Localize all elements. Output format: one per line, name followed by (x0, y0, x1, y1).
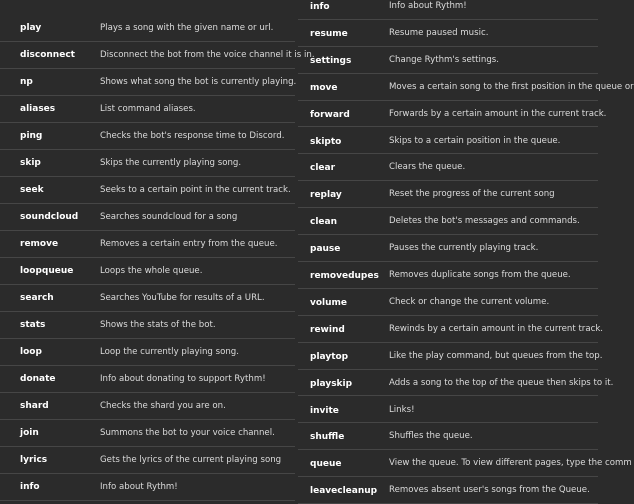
command-description: Checks the shard you are on. (100, 401, 226, 411)
command-description: Shows the stats of the bot. (100, 320, 216, 330)
command-description: Searches soundcloud for a song (100, 212, 238, 222)
command-row-shuffle (298, 423, 598, 450)
command-description: Links! (389, 404, 415, 415)
command-row-clear (298, 154, 598, 181)
command-name: donate (20, 374, 56, 384)
command-description: Summons the bot to your voice channel. (100, 428, 275, 438)
command-name: removedupes (310, 271, 379, 281)
command-name: stats (20, 320, 46, 330)
command-row-aliases (0, 96, 295, 123)
command-name: ping (20, 131, 43, 141)
command-row-soundcloud (0, 204, 295, 231)
command-name: join (20, 428, 39, 438)
command-name: info (310, 2, 330, 12)
command-row-invite (298, 397, 598, 424)
command-description: Disconnect the bot from the voice channel it is in. (100, 50, 315, 60)
command-name: rewind (310, 324, 345, 335)
command-row-rewind (298, 316, 604, 343)
command-row-shard (0, 393, 295, 420)
command-description: Like the play command, but queues from the top. (389, 350, 603, 361)
command-name: playskip (310, 378, 353, 389)
command-row-volume (298, 289, 598, 316)
command-description: Forwards by a certain amount in the current track. (389, 108, 607, 119)
command-description: Gets the lyrics of the current playing song (100, 455, 282, 465)
command-row-remove (0, 231, 295, 258)
command-name: loop (20, 347, 42, 357)
command-row-search (0, 285, 295, 312)
command-description: Clears the queue. (389, 162, 466, 173)
command-name: queue (310, 459, 342, 470)
command-name: clean (310, 217, 338, 228)
command-row-join (0, 420, 295, 447)
command-name: loopqueue (20, 266, 74, 276)
command-name: soundcloud (20, 212, 79, 222)
command-row-disconnect (0, 42, 315, 69)
command-description: Deletes the bot's messages and commands. (389, 216, 580, 227)
command-name: skip (20, 158, 41, 168)
command-description: Reset the progress of the current song (389, 189, 555, 200)
command-row-clean (298, 208, 598, 235)
command-name: np (20, 77, 33, 87)
command-name: search (20, 293, 54, 303)
command-name: info (20, 482, 40, 492)
command-row-skipto (298, 128, 598, 155)
command-name: remove (20, 239, 59, 249)
command-name: shard (20, 401, 49, 411)
command-description: Rewinds by a certain amount in the current track. (389, 323, 604, 334)
command-description: Shuffles the queue. (389, 431, 473, 442)
command-description: Moves a certain song to the first position in the queue or (389, 81, 634, 92)
command-description: View the queue. To view different pages, type the comm (389, 458, 632, 469)
command-description: Info about Rythm! (100, 482, 178, 492)
command-description: Skips to a certain position in the queue. (389, 135, 561, 146)
command-row-stats (0, 312, 295, 339)
command-description: Loops the whole queue. (100, 266, 203, 276)
command-description: Loop the currently playing song. (100, 347, 239, 357)
command-name: replay (310, 190, 342, 201)
command-row-settings (298, 47, 598, 74)
command-description: Info about donating to support Rythm! (100, 374, 266, 384)
command-name: leavecleanup (310, 486, 378, 497)
command-table-right (298, 0, 634, 500)
command-name: aliases (20, 104, 56, 114)
command-row-np (0, 69, 295, 96)
command-row-playtop (298, 343, 603, 370)
command-name: skipto (310, 136, 342, 147)
command-row-ping (0, 123, 295, 150)
command-description: Pauses the currently playing track. (389, 243, 539, 254)
command-name: shuffle (310, 432, 345, 443)
command-row-lyrics (0, 447, 295, 474)
command-row-loop (0, 339, 295, 366)
command-name: move (310, 82, 338, 93)
command-description: Removes duplicate songs from the queue. (389, 270, 571, 280)
command-description: Checks the bot's response time to Discord. (100, 131, 285, 141)
command-description: Searches YouTube for results of a URL. (100, 293, 265, 303)
command-row-removedupes (298, 262, 598, 289)
command-description: Resume paused music. (389, 27, 489, 38)
command-description: Removes absent user's songs from the Queue. (389, 485, 590, 496)
command-row-pause (298, 235, 598, 262)
command-row-skip (0, 150, 295, 177)
command-row-queue (298, 450, 632, 477)
command-description: Seeks to a certain point in the current track. (100, 185, 291, 195)
command-description: Shows what song the bot is currently playing. (100, 77, 297, 87)
command-name: clear (310, 163, 336, 174)
command-name: resume (310, 28, 348, 39)
command-name: disconnect (20, 50, 75, 60)
command-row-seek (0, 177, 295, 204)
command-name: settings (310, 55, 352, 66)
command-row-playskip (298, 370, 614, 397)
command-name: playtop (310, 351, 349, 362)
command-description: Check or change the current volume. (389, 296, 550, 307)
command-description: Skips the currently playing song. (100, 158, 242, 168)
command-row-replay (298, 181, 598, 208)
command-name: lyrics (20, 455, 48, 465)
command-description: Info about Rythm! (389, 1, 467, 11)
command-row-info (0, 474, 295, 501)
command-row-leavecleanup (298, 477, 598, 504)
command-description: Plays a song with the given name or url. (100, 23, 274, 33)
command-row-play (0, 15, 295, 42)
command-row-loopqueue (0, 258, 295, 285)
command-name: pause (310, 244, 341, 255)
command-name: play (20, 23, 42, 33)
command-row-resume (298, 20, 598, 47)
command-row-move (298, 74, 634, 101)
command-name: volume (310, 297, 348, 308)
command-table-left (0, 0, 315, 500)
command-description: Removes a certain entry from the queue. (100, 239, 278, 249)
command-name: seek (20, 185, 44, 195)
command-description: Adds a song to the top of the queue then skips to it. (389, 377, 614, 388)
command-row-info (298, 0, 598, 20)
command-name: invite (310, 405, 339, 416)
command-description: Change Rythm's settings. (389, 54, 499, 65)
command-description: List command aliases. (100, 104, 196, 114)
command-row-forward (298, 101, 607, 128)
command-name: forward (310, 109, 350, 120)
command-row-donate (0, 366, 295, 393)
